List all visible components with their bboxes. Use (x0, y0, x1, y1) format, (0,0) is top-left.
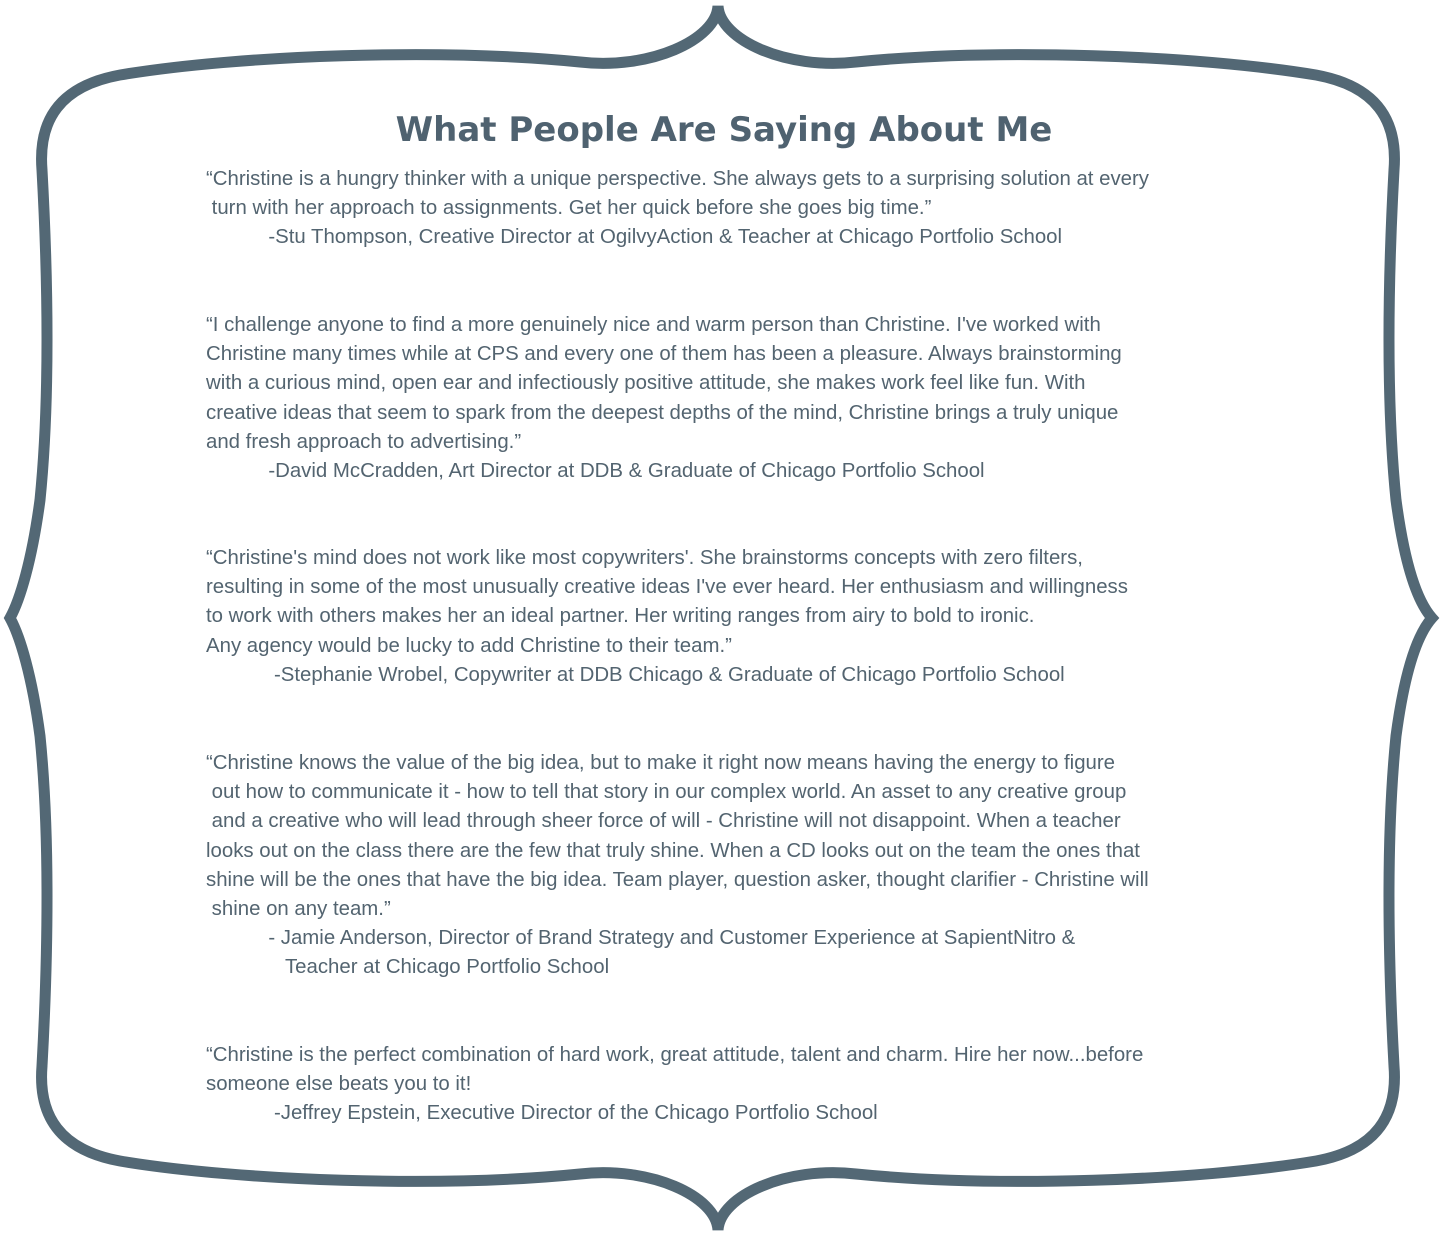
testimonial-line: someone else beats you to it! (206, 1073, 472, 1096)
testimonial-attribution: -Stephanie Wrobel, Copywriter at DDB Chicago & Graduate of Chicago Portfolio School (206, 663, 1065, 686)
testimonial-line: shine will be the ones that have the big idea. Team player, question asker, thought clarifier - Christine will (206, 868, 1149, 891)
testimonial-attribution: - Jamie Anderson, Director of Brand Strategy and Customer Experience at SapientNitro & (206, 927, 1076, 950)
testimonial-stephanie-wrobel (206, 544, 1286, 690)
testimonial-david-mccradden (206, 311, 1286, 486)
testimonial-line: “Christine knows the value of the big idea, but to make it right now means having the energy to figure (206, 752, 1116, 774)
testimonial-line: turn with her approach to assignments. Get her quick before she goes big time.” (206, 197, 932, 220)
testimonials-content (206, 0, 1286, 1236)
testimonial-stu-thompson (206, 165, 1286, 253)
testimonial-attribution: -Jeffrey Epstein, Executive Director of the Chicago Portfolio School (206, 1102, 878, 1125)
testimonial-line: out how to communicate it - how to tell that story in our complex world. An asset to any creative group (206, 781, 1127, 804)
testimonial-line: to work with others makes her an ideal partner. Her writing ranges from airy to bold to ironic. (206, 605, 1035, 628)
testimonial-line: “Christine is the perfect combination of hard work, great attitude, talent and charm. Hire her now...before (206, 1044, 1144, 1066)
testimonial-line: Any agency would be lucky to add Christine to their team.” (206, 634, 732, 657)
testimonial-attribution: -Stu Thompson, Creative Director at OgilvyAction & Teacher at Chicago Portfolio School (206, 226, 1063, 249)
testimonial-line: “Christine's mind does not work like most copywriters'. She brainstorms concepts with zero filters, (206, 547, 1083, 569)
testimonial-line: “I challenge anyone to find a more genuinely nice and warm person than Christine. I've worked with (206, 314, 1101, 336)
testimonial-line: Christine many times while at CPS and every one of them has been a pleasure. Always brainstorming (206, 343, 1122, 366)
testimonial-line: “Christine is a hungry thinker with a unique perspective. She always gets to a surprising solution at every (206, 168, 1149, 190)
page-title: What People Are Saying About Me (395, 110, 1053, 150)
testimonial-jamie-anderson (206, 749, 1286, 983)
testimonial-attribution-continued: Teacher at Chicago Portfolio School (206, 956, 610, 979)
testimonial-line: resulting in some of the most unusually creative ideas I've ever heard. Her enthusiasm and willingness (206, 576, 1128, 599)
testimonial-line: looks out on the class there are the few that truly shine. When a CD looks out on the team the ones that (206, 839, 1140, 862)
testimonial-jeffrey-epstein (206, 1041, 1286, 1129)
testimonial-line: and a creative who will lead through sheer force of will - Christine will not disappoint. When a teacher (206, 810, 1121, 833)
testimonial-attribution: -David McCradden, Art Director at DDB & Graduate of Chicago Portfolio School (206, 460, 985, 483)
testimonial-line: creative ideas that seem to spark from the deepest depths of the mind, Christine brings a truly unique (206, 401, 1119, 424)
testimonial-line: shine on any team.” (206, 898, 391, 921)
testimonial-line: and fresh approach to advertising.” (206, 430, 522, 453)
testimonial-line: with a curious mind, open ear and infectiously positive attitude, she makes work feel like fun. With (206, 372, 1086, 395)
